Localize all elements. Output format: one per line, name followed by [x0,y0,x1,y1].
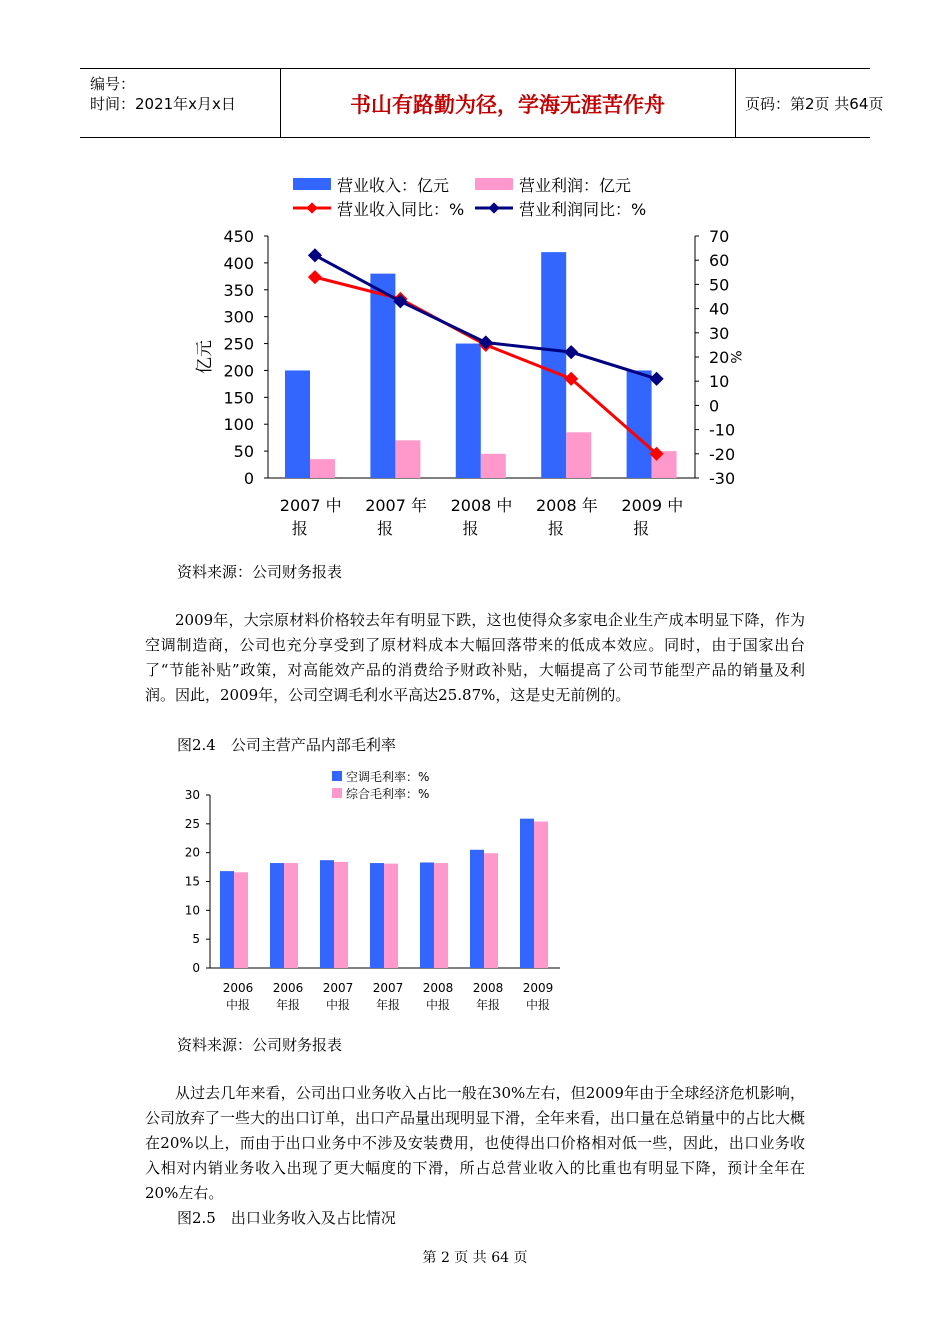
legend-swatch [332,788,342,798]
left-tick-label: 30 [184,788,200,802]
motto: 书山有路勤为径，学海无涯苦作舟 [350,93,665,117]
left-tick-label: 400 [223,253,254,273]
date-label: 时间：2021年x月x日 [90,95,236,113]
bar [520,819,534,968]
left-tick-label: 450 [223,227,254,246]
legend-label: 综合毛利率：% [346,787,430,801]
line-marker [649,372,663,386]
legend-swatch-marker [306,202,317,213]
category-label: 2008 [472,981,504,995]
source-note-1: 资料来源：公司财务报表 [177,563,343,581]
category-label: 年报 [375,998,401,1012]
right-tick-label: 20 [709,348,730,367]
right-tick-label: -10 [709,420,736,440]
category-label: 中报 [325,998,351,1012]
bar [470,850,484,968]
left-tick-label: 150 [223,388,254,408]
left-tick-label: 10 [184,903,200,918]
bar [220,871,234,968]
left-tick-label: 25 [184,816,200,831]
legend-label: 营业利润同比：% [519,200,647,219]
right-tick-label: 70 [709,227,730,246]
left-tick-label: 5 [192,932,200,947]
legend-label: 营业收入：亿元 [337,176,450,195]
legend-swatch [293,178,331,190]
right-tick-label: 0 [709,396,720,416]
bar [481,454,506,478]
bar [234,872,248,968]
series-line [315,277,657,454]
category-label: 2008 年 [535,496,598,515]
page-code: 页码：第2页 共64页 [745,95,884,113]
left-tick-label: 20 [184,845,200,860]
right-tick-label: 30 [709,323,730,343]
category-label: 2008 中 [450,496,513,515]
bar [534,822,548,968]
left-tick-label: 300 [223,307,254,327]
bar [627,370,652,478]
y-axis-label: 亿元 [195,340,215,374]
revenue-profit-chart [180,165,743,550]
category-label: 2007 [372,981,404,995]
bar [334,862,348,968]
category-label: 2007 年 [365,496,428,515]
legend-label: 空调毛利率：% [346,770,430,784]
category-label: 中报 [225,998,251,1012]
category-label: 报 [547,519,564,538]
bar [370,863,384,968]
right-tick-label: 50 [709,275,730,295]
category-label: 年报 [275,998,301,1012]
page-footer: 第 2 页 共 64 页 [422,1250,528,1266]
bar [541,252,566,478]
line-marker [308,270,322,284]
paragraph-1: 2009年，大宗原材料价格较去年有明显下跌，这也使得众多家电企业生产成本明显下降，作为空调制造商，公司也充分享受到了原材料成本大幅回落带来的低成本效应。同时，由于国家出台了“节能补贴”政策，对高能效产品的消费给予财政补贴，大幅提高了公司节能型产品的销量及利润。因此，2009年，公司空调毛利水平高达25.87%，这是史无前例的。 [145,611,805,704]
line-marker [564,345,578,359]
right-tick-label: -30 [709,469,736,488]
legend-label: 营业利润：亿元 [519,176,632,195]
category-label: 2006 [222,981,254,995]
bar [285,370,310,478]
source-note-2: 资料来源：公司财务报表 [177,1036,343,1054]
right-tick-label: 10 [709,372,730,392]
bar [484,853,498,968]
figure-caption-2-5: 图2.5 出口业务收入及占比情况 [177,1209,396,1227]
figure-caption-2-4: 图2.4 公司主营产品内部毛利率 [177,736,396,754]
category-label: 报 [377,519,394,538]
left-tick-label: 50 [233,442,254,462]
bar [270,863,284,968]
bar [370,274,395,478]
left-tick-label: 0 [243,469,254,488]
paragraph-2: 从过去几年来看，公司出口业务收入占比一般在30%左右，但2009年由于全球经济危机影响，公司放弃了一些大的出口订单，出口产品量出现明显下滑，全年来看，出口量在总销量中的占比大概在20%以上，而由于出口业务中不涉及安装费用，也使得出口价格相对低一些，因此，出口业务收入相对内销业务收入出现了更大幅度的下滑，所占总营业收入的比重也有明显下降，预计全年在20%左右。 [145,1084,806,1202]
category-label: 2007 中 [279,496,342,515]
left-tick-label: 0 [192,961,200,975]
category-label: 报 [633,519,650,538]
category-label: 2007 [322,981,354,995]
category-label: 2009 中 [621,496,684,515]
left-tick-label: 100 [223,415,254,435]
line-marker [308,248,322,262]
legend-swatch [332,771,342,781]
header-center-cell [280,69,736,137]
bar [566,432,591,478]
category-label: 年报 [475,998,501,1012]
left-tick-label: 350 [223,280,254,300]
left-tick-label: 250 [223,334,254,354]
left-tick-label: 200 [223,361,254,381]
legend-swatch [475,178,513,190]
header-right-cell [735,69,884,137]
right-tick-label: 60 [709,251,730,271]
left-tick-label: 15 [184,874,200,889]
bar [384,864,398,968]
category-label: 2008 [422,981,454,995]
bar [420,862,434,968]
right-tick-label: -20 [709,444,736,464]
bar [320,860,334,968]
bar [434,863,448,968]
header-left-cell [80,69,281,137]
serial-label: 编号： [90,75,136,93]
bar [310,459,335,478]
y2-axis-label: % [727,350,743,364]
legend-label: 营业收入同比：% [337,200,465,219]
right-tick-label: 40 [709,299,730,319]
page-header [80,68,884,138]
bar [284,863,298,968]
category-label: 中报 [525,998,551,1012]
category-label: 2006 [272,981,304,995]
series-line [315,255,657,378]
category-label: 中报 [425,998,451,1012]
category-label: 2009 [522,981,554,995]
bar [395,440,420,478]
bar [456,344,481,478]
category-label: 报 [462,519,479,538]
legend-swatch-marker [488,202,499,213]
gross-margin-chart [175,765,575,1025]
category-label: 报 [291,519,308,538]
